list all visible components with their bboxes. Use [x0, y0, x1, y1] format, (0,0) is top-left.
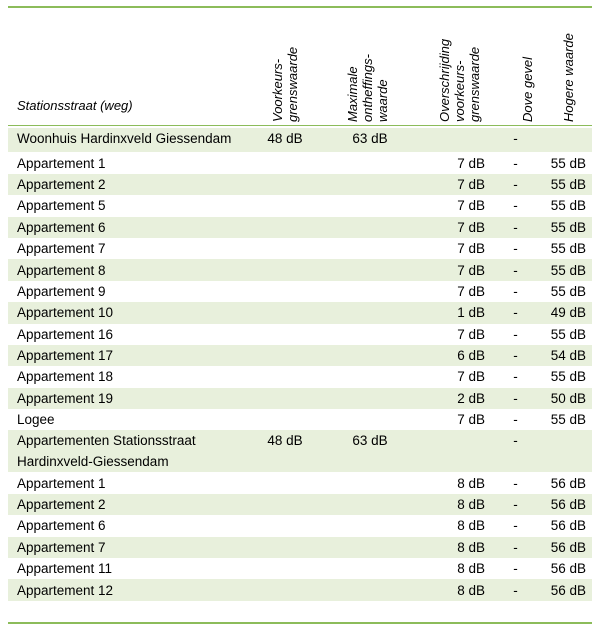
row-name: Appartement 1 — [17, 475, 106, 491]
cell-overschrijding: 2 dB — [416, 388, 499, 409]
cell-overschrijding: 7 dB — [457, 369, 485, 385]
cell-overschrijding: 8 dB — [457, 561, 485, 577]
cell-overschrijding: 7 dB — [416, 259, 499, 280]
table-row — [8, 515, 592, 536]
row-name: Appartement 11 — [17, 561, 113, 577]
row-name: Appartement 2 — [8, 494, 246, 515]
cell-dove-gevel: - — [513, 518, 518, 534]
cell-overschrijding — [416, 430, 499, 472]
cell-dove-gevel: - — [499, 217, 532, 238]
table-row — [8, 281, 592, 302]
cell-maximale-ontheffingswaarde — [324, 537, 416, 558]
cell-overschrijding: 7 dB — [416, 174, 499, 195]
cell-dove-gevel: - — [499, 302, 532, 323]
cell-hogere-waarde: 55 dB — [532, 259, 592, 280]
table-row — [8, 174, 592, 195]
cell-maximale-ontheffingswaarde — [324, 259, 416, 280]
noise-values-table — [8, 128, 592, 601]
cell-dove-gevel: - — [499, 388, 532, 409]
row-header-label: Stationsstraat (weg) — [17, 98, 133, 113]
table-row — [8, 472, 592, 493]
cell-voorkeursgrenswaarde — [246, 558, 324, 579]
cell-voorkeursgrenswaarde — [246, 259, 324, 280]
row-name: Appartement 16 — [17, 326, 114, 342]
cell-voorkeursgrenswaarde: 48 dB — [246, 430, 324, 472]
table-row — [8, 152, 592, 173]
cell-dove-gevel: - — [499, 579, 532, 600]
cell-maximale-ontheffingswaarde — [324, 515, 416, 536]
col-header-line: voorkeurs- — [452, 60, 467, 122]
table-row — [8, 345, 592, 366]
cell-hogere-waarde: 55 dB — [550, 369, 586, 385]
cell-voorkeursgrenswaarde — [246, 366, 324, 387]
cell-dove-gevel: - — [499, 537, 532, 558]
cell-maximale-ontheffingswaarde — [324, 217, 416, 238]
col-header-line: Voorkeurs- — [270, 58, 285, 122]
cell-voorkeursgrenswaarde — [246, 388, 324, 409]
row-name: Logee — [17, 412, 55, 428]
cell-overschrijding: 7 dB — [457, 198, 485, 214]
cell-hogere-waarde: 56 dB — [550, 475, 586, 491]
table-row — [8, 558, 592, 579]
table-group-row — [8, 128, 592, 152]
row-name: Appartement 2 — [8, 174, 246, 195]
cell-hogere-waarde: 55 dB — [532, 217, 592, 238]
cell-dove-gevel: - — [499, 259, 532, 280]
col-header-line: Hogere waarde — [561, 33, 576, 122]
cell-dove-gevel: - — [513, 283, 518, 299]
cell-hogere-waarde: 56 dB — [550, 518, 586, 534]
cell-dove-gevel: - — [513, 369, 518, 385]
cell-maximale-ontheffingswaarde — [324, 388, 416, 409]
row-name: Appartement 7 — [8, 537, 246, 558]
noise-table-frame — [8, 6, 592, 623]
cell-voorkeursgrenswaarde — [246, 515, 324, 536]
table-row — [8, 366, 592, 387]
row-name: Appartement 9 — [17, 283, 106, 299]
row-name: Appartement 17 — [8, 345, 246, 366]
cell-overschrijding: 7 dB — [457, 326, 485, 342]
cell-maximale-ontheffingswaarde — [324, 345, 416, 366]
row-name: Appartement 6 — [17, 518, 106, 534]
col-header-line: grenswaarde — [285, 46, 300, 122]
col-header-line: Overschrijding — [437, 38, 452, 122]
cell-voorkeursgrenswaarde — [246, 494, 324, 515]
cell-maximale-ontheffingswaarde — [324, 494, 416, 515]
cell-hogere-waarde: 55 dB — [550, 241, 586, 257]
table-row — [8, 259, 592, 280]
cell-maximale-ontheffingswaarde — [324, 281, 416, 302]
cell-voorkeursgrenswaarde — [246, 579, 324, 600]
cell-hogere-waarde: 55 dB — [550, 326, 586, 342]
row-name: Appartement 7 — [17, 241, 106, 257]
cell-overschrijding — [416, 128, 499, 152]
cell-maximale-ontheffingswaarde — [324, 558, 416, 579]
row-name: Appartement 19 — [8, 388, 246, 409]
cell-voorkeursgrenswaarde: 48 dB — [246, 128, 324, 152]
cell-voorkeursgrenswaarde — [246, 195, 324, 216]
cell-overschrijding: 8 dB — [457, 518, 485, 534]
cell-maximale-ontheffingswaarde — [324, 472, 416, 493]
cell-maximale-ontheffingswaarde — [324, 302, 416, 323]
cell-maximale-ontheffingswaarde — [324, 152, 416, 173]
cell-voorkeursgrenswaarde — [246, 537, 324, 558]
cell-dove-gevel: - — [499, 494, 532, 515]
col-header-line: Maximale — [345, 66, 360, 122]
col-header-line: ontheffings- — [360, 54, 375, 122]
cell-hogere-waarde: 55 dB — [532, 174, 592, 195]
cell-overschrijding: 7 dB — [416, 217, 499, 238]
cell-dove-gevel: - — [513, 412, 518, 428]
cell-dove-gevel: - — [513, 155, 518, 171]
col-header-maximale-ontheffingswaarde — [345, 54, 390, 122]
col-header-line: waarde — [375, 79, 390, 122]
cell-overschrijding: 8 dB — [457, 475, 485, 491]
cell-hogere-waarde: 49 dB — [532, 302, 592, 323]
cell-voorkeursgrenswaarde — [246, 302, 324, 323]
cell-maximale-ontheffingswaarde — [324, 409, 416, 430]
row-name: Appartement 10 — [8, 302, 246, 323]
cell-dove-gevel: - — [513, 241, 518, 257]
cell-voorkeursgrenswaarde — [246, 174, 324, 195]
cell-dove-gevel: - — [513, 198, 518, 214]
cell-overschrijding: 7 dB — [457, 412, 485, 428]
cell-voorkeursgrenswaarde — [246, 217, 324, 238]
row-name: Appartement 1 — [17, 155, 106, 171]
cell-hogere-waarde: 55 dB — [550, 412, 586, 428]
col-header-line: Dove gevel — [520, 56, 535, 122]
cell-hogere-waarde: 56 dB — [532, 494, 592, 515]
cell-voorkeursgrenswaarde — [246, 238, 324, 259]
col-header-line: grenswaarde — [467, 46, 482, 122]
row-name: Appartement 12 — [8, 579, 246, 600]
table-row — [8, 324, 592, 345]
cell-dove-gevel: - — [513, 475, 518, 491]
cell-hogere-waarde: 55 dB — [550, 198, 586, 214]
cell-overschrijding: 7 dB — [457, 283, 485, 299]
cell-dove-gevel: - — [513, 561, 518, 577]
cell-overschrijding: 8 dB — [416, 494, 499, 515]
row-name: Appartement 5 — [17, 198, 106, 214]
row-name: Appartement 6 — [8, 217, 246, 238]
cell-overschrijding: 6 dB — [416, 345, 499, 366]
cell-hogere-waarde: 50 dB — [532, 388, 592, 409]
row-name: Woonhuis Hardinxveld Giessendam — [8, 128, 246, 152]
table-row — [8, 195, 592, 216]
table-row — [8, 494, 592, 515]
cell-hogere-waarde: 55 dB — [550, 155, 586, 171]
table-row — [8, 409, 592, 430]
cell-maximale-ontheffingswaarde — [324, 324, 416, 345]
cell-maximale-ontheffingswaarde — [324, 238, 416, 259]
cell-maximale-ontheffingswaarde: 63 dB — [324, 430, 416, 472]
cell-maximale-ontheffingswaarde: 63 dB — [324, 128, 416, 152]
table-body — [8, 128, 592, 601]
table-row — [8, 302, 592, 323]
col-header-dove-gevel — [520, 57, 535, 122]
cell-voorkeursgrenswaarde — [246, 345, 324, 366]
col-header-voorkeursgrenswaarde — [270, 47, 300, 122]
cell-dove-gevel: - — [499, 430, 532, 472]
bottom-rule — [8, 622, 592, 624]
cell-overschrijding: 7 dB — [457, 241, 485, 257]
cell-dove-gevel: - — [499, 345, 532, 366]
cell-voorkeursgrenswaarde — [246, 152, 324, 173]
cell-overschrijding: 8 dB — [416, 537, 499, 558]
cell-voorkeursgrenswaarde — [246, 409, 324, 430]
cell-dove-gevel: - — [499, 174, 532, 195]
top-rule — [8, 6, 592, 8]
cell-dove-gevel: - — [513, 326, 518, 342]
table-row — [8, 388, 592, 409]
cell-hogere-waarde: 56 dB — [532, 579, 592, 600]
cell-maximale-ontheffingswaarde — [324, 366, 416, 387]
cell-overschrijding: 8 dB — [416, 579, 499, 600]
cell-hogere-waarde: 56 dB — [532, 537, 592, 558]
cell-hogere-waarde: 54 dB — [532, 345, 592, 366]
cell-overschrijding: 7 dB — [457, 155, 485, 171]
table-group-row — [8, 430, 592, 472]
row-name: Appartement 18 — [17, 369, 114, 385]
cell-maximale-ontheffingswaarde — [324, 195, 416, 216]
header-rule — [8, 125, 592, 126]
cell-overschrijding: 1 dB — [416, 302, 499, 323]
cell-dove-gevel: - — [499, 128, 532, 152]
row-name: Appartementen Stationsstraat Hardinxveld-Giessendam — [8, 430, 246, 472]
table-row — [8, 238, 592, 259]
row-name: Appartement 8 — [8, 259, 246, 280]
cell-voorkeursgrenswaarde — [246, 281, 324, 302]
table-row — [8, 579, 592, 600]
cell-maximale-ontheffingswaarde — [324, 174, 416, 195]
cell-maximale-ontheffingswaarde — [324, 579, 416, 600]
col-header-overschrijding — [437, 39, 482, 122]
table-row — [8, 217, 592, 238]
cell-hogere-waarde — [532, 430, 592, 472]
cell-hogere-waarde: 55 dB — [550, 283, 586, 299]
table-row — [8, 537, 592, 558]
col-header-hogere-waarde — [561, 33, 576, 122]
cell-voorkeursgrenswaarde — [246, 324, 324, 345]
cell-voorkeursgrenswaarde — [246, 472, 324, 493]
cell-hogere-waarde: 56 dB — [550, 561, 586, 577]
cell-hogere-waarde — [532, 128, 592, 152]
